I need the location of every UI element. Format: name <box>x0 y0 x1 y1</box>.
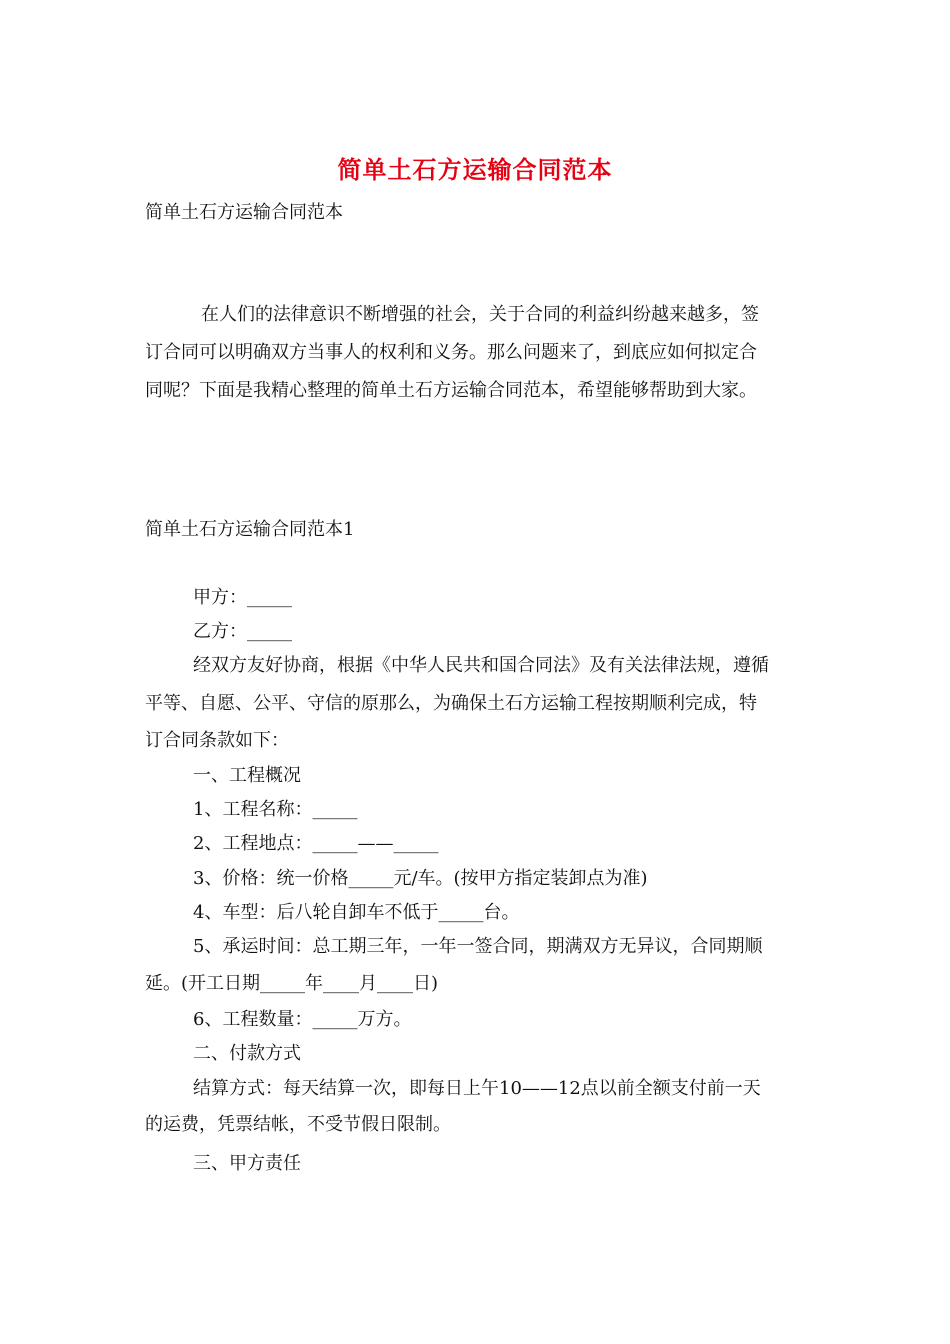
clause-price: 3、价格：统一价格_____元/车。(按甲方指定装卸点为准) <box>193 868 648 889</box>
party-b-line: 乙方：_____ <box>193 621 292 642</box>
clause-schedule-cont: 延。(开工日期_____年____月____日) <box>145 973 439 994</box>
clause-schedule: 5、承运时间：总工期三年，一年一签合同，期满双方无异议，合同期顺 <box>193 936 763 957</box>
intro-line: 同呢？下面是我精心整理的简单土石方运输合同范本，希望能够帮助到大家。 <box>145 380 757 401</box>
document-subtitle: 简单土石方运输合同范本 <box>145 202 343 223</box>
party-a-line: 甲方：_____ <box>193 587 292 608</box>
preamble-line: 平等、自愿、公平、守信的原那么，为确保土石方运输工程按期顺利完成，特 <box>145 693 757 714</box>
clause-vehicle-type: 4、车型：后八轮自卸车不低于_____台。 <box>193 902 520 923</box>
heading-party-a-duties: 三、甲方责任 <box>193 1153 301 1174</box>
clause-project-location: 2、工程地点：_____——_____ <box>193 833 439 854</box>
heading-project-overview: 一、工程概况 <box>193 765 301 786</box>
section-title: 简单土石方运输合同范本1 <box>145 519 355 540</box>
payment-line: 的运费，凭票结帐，不受节假日限制。 <box>145 1114 451 1135</box>
intro-line: 订合同可以明确双方当事人的权利和义务。那么问题来了，到底应如何拟定合 <box>145 342 757 363</box>
preamble-line: 订合同条款如下： <box>145 730 289 751</box>
heading-payment: 二、付款方式 <box>193 1043 301 1064</box>
intro-line: 在人们的法律意识不断增强的社会，关于合同的利益纠纷越来越多，签 <box>201 304 759 325</box>
payment-line: 结算方式：每天结算一次，即每日上午10——12点以前全额支付前一天 <box>193 1078 761 1099</box>
clause-project-name: 1、工程名称：_____ <box>193 799 358 820</box>
document-title: 简单土石方运输合同范本 <box>337 155 613 184</box>
preamble-line: 经双方友好协商，根据《中华人民共和国合同法》及有关法律法规，遵循 <box>193 655 769 676</box>
clause-quantity: 6、工程数量：_____万方。 <box>193 1009 412 1030</box>
